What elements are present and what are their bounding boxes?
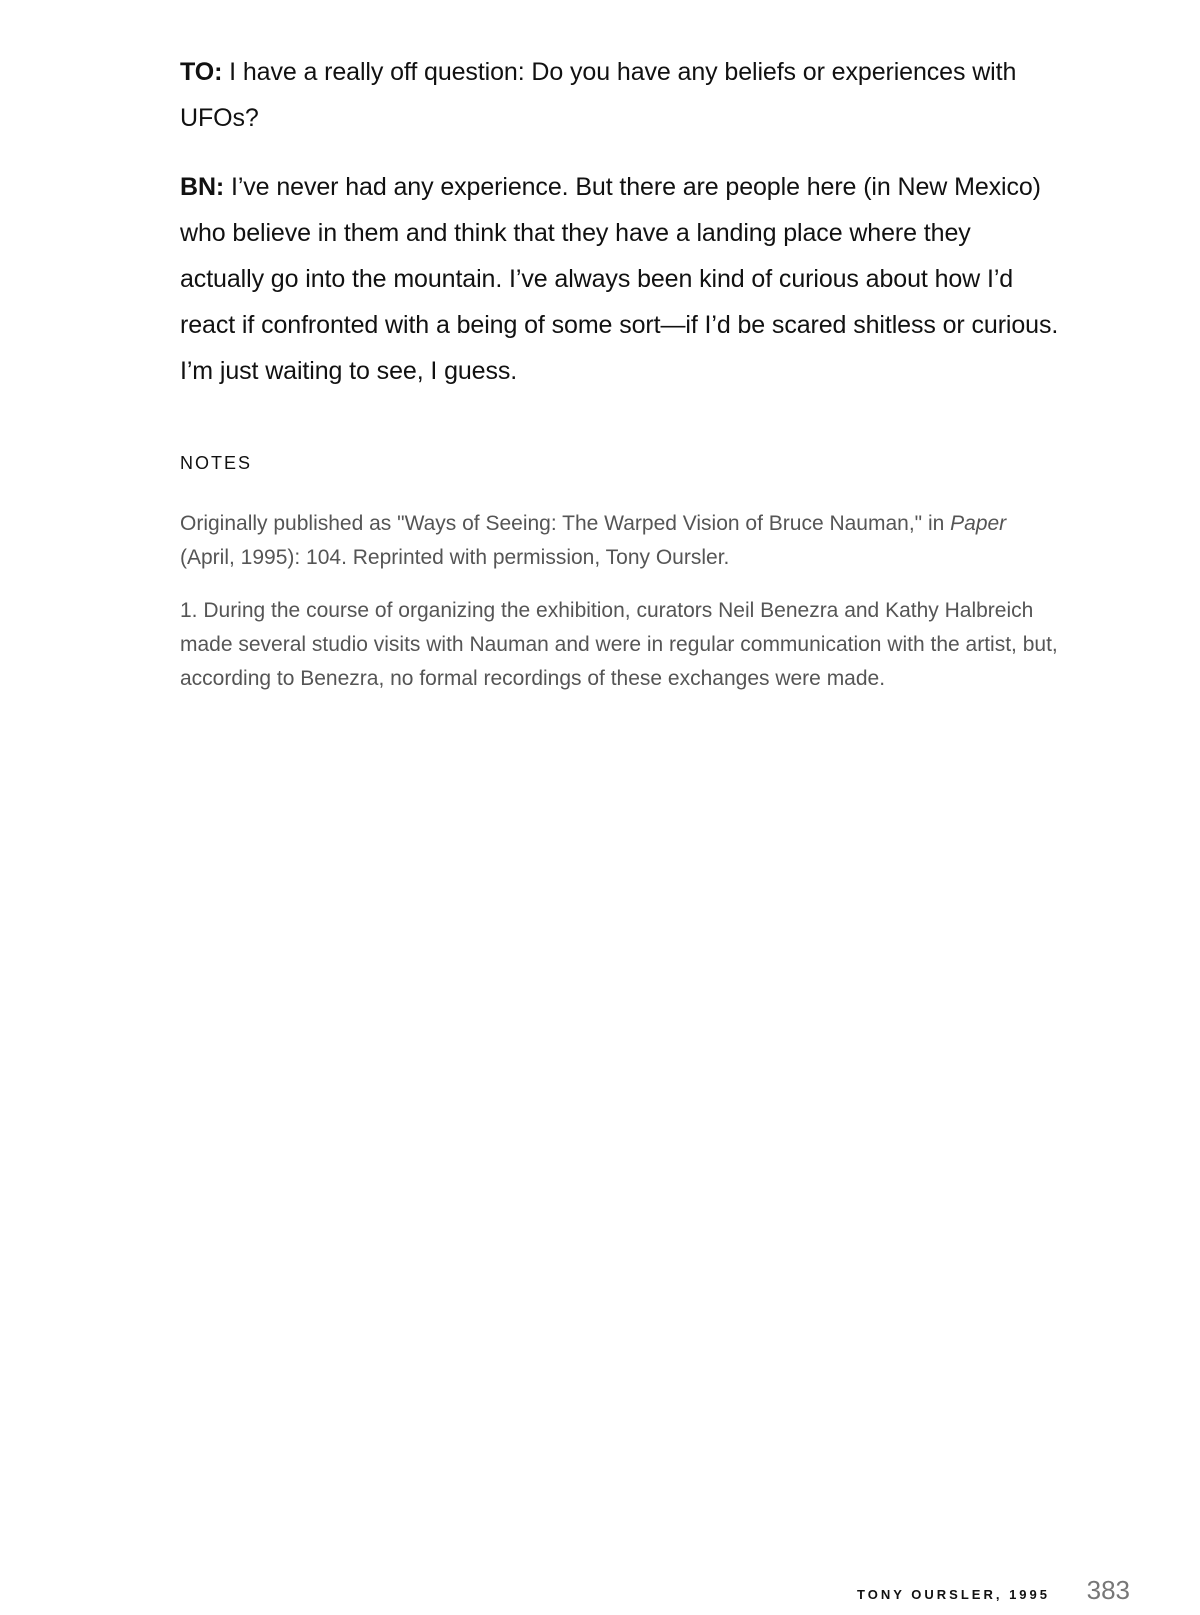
- footnote-1: 1. During the course of organizing the exhibition, curators Neil Benezra and Kathy Halbreich made several studio visits with Nauman and were in regular communication with the artist, but, according to Benezra, no formal recordings of these exchanges were made.: [180, 599, 1058, 690]
- page-footer: [820, 1575, 1130, 1615]
- note-source-text-after: (April, 1995): 104. Reprinted with permission, Tony Oursler.: [180, 546, 730, 569]
- question-text: I have a really off question: Do you have any beliefs or experiences with UFOs?: [180, 58, 1017, 132]
- page-number: 383: [1086, 1575, 1130, 1605]
- note-source-text-before: Originally published as "Ways of Seeing: The Warped Vision of Bruce Nauman," in: [180, 512, 951, 535]
- speaker-label: BN:: [180, 173, 225, 201]
- note-source-publication: Paper: [950, 512, 1007, 535]
- notes-heading: NOTES: [180, 453, 253, 473]
- note-source: [180, 507, 1060, 575]
- answer-paragraph: [180, 164, 1060, 394]
- running-head: TONY OURSLER, 1995: [857, 1587, 1050, 1602]
- question-paragraph: [180, 49, 1060, 141]
- speaker-label: TO:: [180, 58, 223, 86]
- answer-text: I’ve never had any experience. But there are people here (in New Mexico) who believe in them and think that they have a landing place where they actually go into the mountain. I’ve always been kind of curious about how I’d react if confronted with a being of some sort—if I’d be scared shitless or curious. I’m just waiting to see, I guess.: [180, 173, 1059, 385]
